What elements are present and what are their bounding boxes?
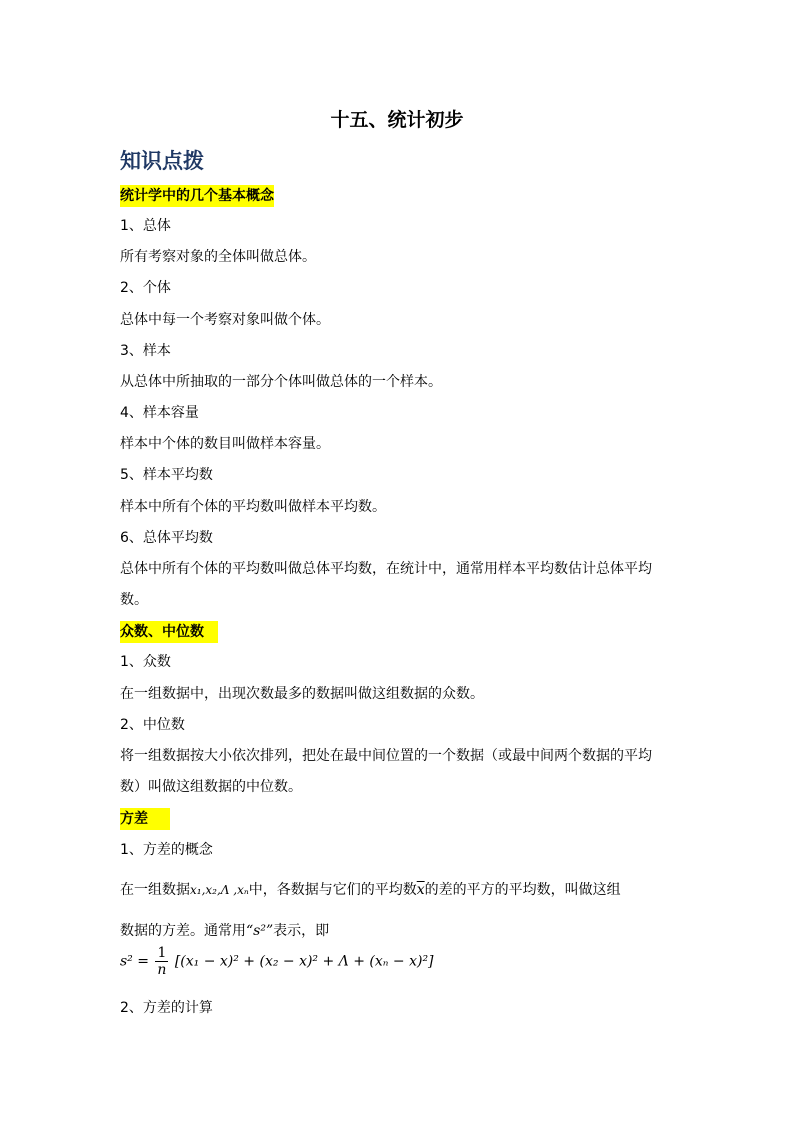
text-run: 在一组数据 — [120, 882, 190, 898]
item-text: 从总体中所抽取的一部分个体叫做总体的一个样本。 — [120, 374, 442, 390]
item-label: 1、总体 — [120, 218, 171, 234]
item-text: 在一组数据中，出现次数最多的数据叫做这组数据的众数。 — [120, 686, 484, 702]
item-text: 样本中所有个体的平均数叫做样本平均数。 — [120, 499, 386, 515]
formula-rhs: [(x₁ − x)² + (x₂ − x)² + Λ + (xₙ − x)²] — [174, 953, 434, 970]
s-squared-symbol: “s²” — [246, 923, 274, 939]
highlight-heading-basic-concepts: 统计学中的几个基本概念 — [120, 185, 274, 207]
item-label: 2、中位数 — [120, 717, 185, 733]
data-list-expression: x₁,x₂,Λ ,xₙ — [190, 883, 249, 897]
item-text: 数。 — [120, 592, 148, 608]
item-text-with-math — [120, 880, 621, 900]
item-text: 数）叫做这组数据的中位数。 — [120, 779, 302, 795]
formula-lhs: s² = — [120, 953, 149, 970]
item-text: 总体中所有个体的平均数叫做总体平均数，在统计中，通常用样本平均数估计总体平均 — [120, 561, 652, 577]
text-run: 数据的方差。通常用 — [120, 923, 246, 939]
item-label: 2、方差的计算 — [120, 1000, 213, 1016]
highlight-heading-variance: 方差 — [120, 808, 170, 830]
item-text: 将一组数据按大小依次排列，把处在最中间位置的一个数据（或最中间两个数据的平均 — [120, 748, 652, 764]
page-title: 十五、统计初步 — [330, 109, 464, 131]
item-label: 6、总体平均数 — [120, 530, 213, 546]
item-label: 4、样本容量 — [120, 405, 199, 421]
section-heading: 知识点拨 — [120, 149, 204, 173]
item-label: 1、众数 — [120, 654, 171, 670]
item-text-with-math — [120, 921, 329, 941]
text-run: 的差的平方的平均数，叫做这组 — [424, 882, 621, 898]
mean-symbol: $\overline{x}$ — [416, 882, 425, 898]
item-label: 3、样本 — [120, 343, 171, 359]
item-text: 总体中每一个考察对象叫做个体。 — [120, 312, 330, 328]
fraction-one-over-n — [155, 945, 168, 978]
text-run: 中，各数据与它们的平均数 — [248, 882, 417, 898]
item-text: 样本中个体的数目叫做样本容量。 — [120, 436, 330, 452]
item-label: 1、方差的概念 — [120, 842, 213, 858]
variance-formula — [120, 945, 434, 978]
fraction-numerator: 1 — [157, 945, 167, 961]
fraction-denominator: n — [157, 962, 167, 978]
item-label: 5、样本平均数 — [120, 467, 213, 483]
highlight-heading-mode-median: 众数、中位数 — [120, 621, 218, 643]
item-text: 所有考察对象的全体叫做总体。 — [120, 249, 316, 265]
text-run: 表示，即 — [273, 923, 330, 939]
item-label: 2、个体 — [120, 280, 171, 296]
